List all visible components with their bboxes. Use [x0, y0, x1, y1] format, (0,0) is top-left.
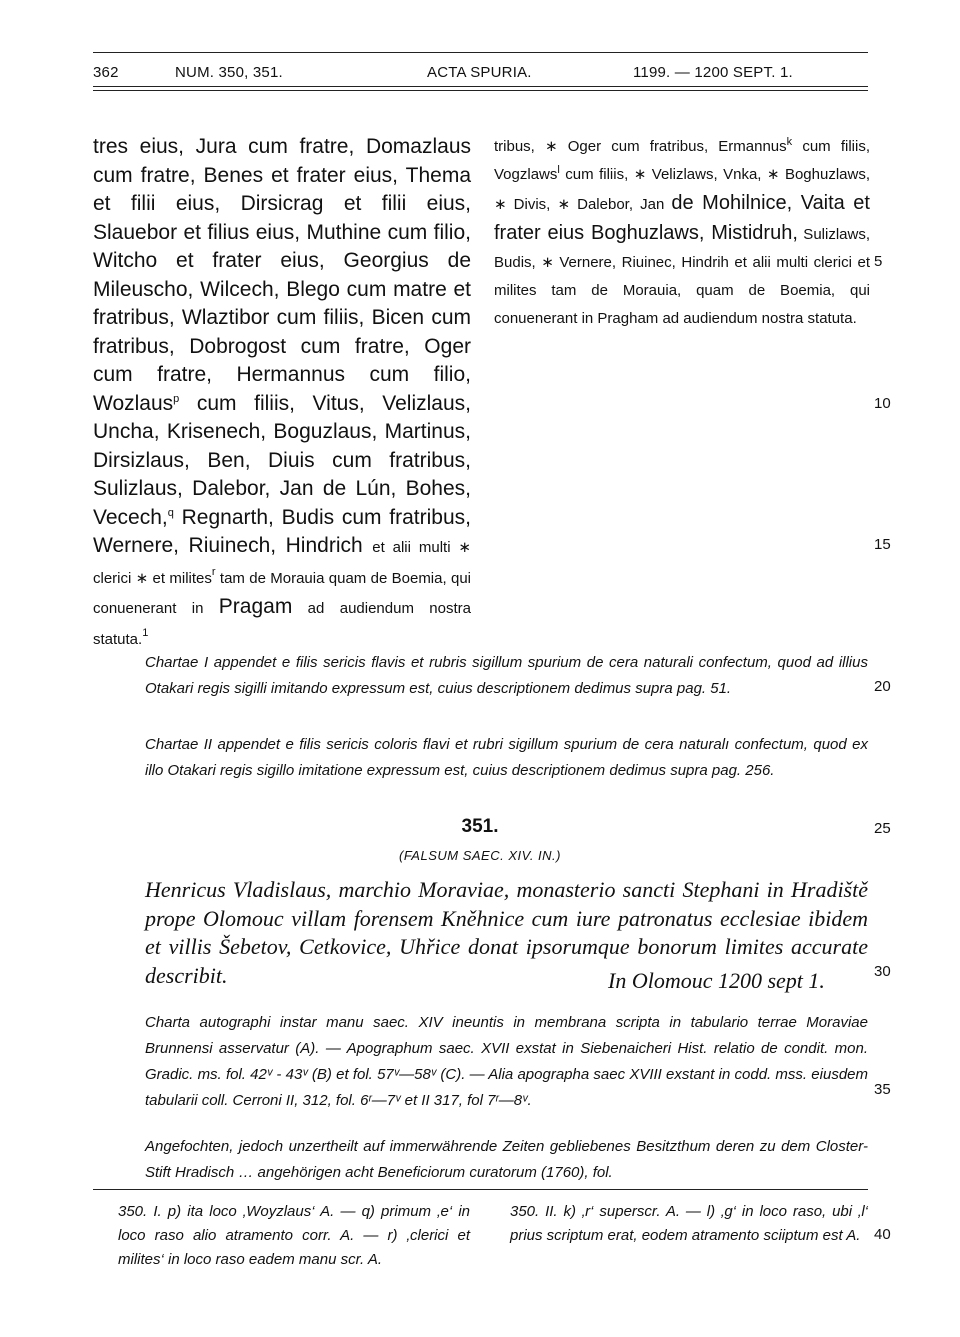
header-dates: 1199. — 1200 SEPT. 1. [633, 64, 793, 81]
right-text-3: cum filiis, ∗ Velizlaws, Vnka, ∗ Boghuzlaws, ∗ Divis, ∗ Dalebor, Jan [494, 166, 870, 213]
left-small-text-3: ad audiendum nostra statuta. [93, 600, 471, 648]
left-small-text: et alii multi ∗ clerici ∗ et milites [93, 539, 471, 587]
footnote-mark-l: l [557, 164, 560, 176]
footnote-left: 350. I. p) ita loco ‚Woyzlaus‘ A. — q) primum ‚e‘ in loco raso alio atramento corr. A. — r) ‚clerici et milites‘ in loco raso eadem manu scr. A. [118, 1203, 470, 1268]
document-dating: (FALSUM SAEC. XIV. IN.) [399, 848, 561, 863]
footnote-mark-1: 1 [142, 626, 149, 639]
tradition-note-1: Charta autographi instar manu saec. XIV ineuntis in membrana scripta in tabulario terrae Moraviae Brunnensi asservatur (A). — Apographum saec. XVII exstat in Siebenaicheri Hist. relatio de condit. mon. Gradic. ms. fol. 42ᵛ - 43ᵛ (B) et fol. 57ᵛ—58ᵛ (C). — Alia apographa saec XVIII exstant in codd. mss. eiusdem tabularii coll. Cerroni II, 312, fol. 6ʳ—7ᵛ et II 317, fol 7ʳ—8ᵛ. [145, 1014, 868, 1109]
right-text-1: tribus, ∗ Oger cum fratribus, Ermannus [494, 138, 787, 155]
running-header [93, 60, 868, 86]
line-number: 5 [874, 253, 883, 270]
footnote-right: 350. II. k) ‚r‘ superscr. A. — l) ‚g‘ in loco raso, ubi ‚l‘ prius scriptum erat, eodem atramento sciiptum est A. [510, 1203, 868, 1244]
place-and-date: In Olomouc 1200 sept 1. [608, 968, 825, 993]
right-text-2: cum filiis, Vogzlaws [494, 138, 870, 183]
footnote-mark-q: q [167, 506, 174, 519]
footnote-mark-k: k [786, 136, 793, 148]
header-section: ACTA SPURIA. [427, 64, 532, 81]
seal-note-1: Chartae I appendet e filis sericis flavis et rubris sigillum spurium de cera naturali confectum, quod ad illius Otakari regis sigilli imitando expressum est, cuius descriptionem dedimus supra pag. 51. [145, 654, 868, 697]
right-text-column [494, 133, 870, 333]
header-double-rule [93, 90, 868, 91]
page-number: 362 [93, 64, 119, 81]
footnote-rule [93, 1189, 868, 1190]
left-text-2: cum filiis, Vitus, Velizlaus, Uncha, Krisenech, Boguzlaus, Martinus, Dirsizlaus, Ben, Diuis cum fratribus, Sulizlaus, Dalebor, Jan de Lún, Bohes, Vecech, [93, 391, 471, 529]
line-number: 25 [874, 820, 891, 837]
header-top-rule [93, 52, 868, 53]
line-number: 30 [874, 963, 891, 980]
header-bottom-rule [93, 86, 868, 87]
seal-note-2: Chartae II appendet e filis sericis coloris flavi et rubri sigillum spurium de cera naturalı confectum, quod ex illo Otakari regis sigillo imitatione expressum est, cuius descriptionem dedimus supra pag. 256. [145, 736, 868, 779]
right-text-4: Sulizlaws, Budis, ∗ Vernere, Riuinec, Hindrih et alii multi clerici et milites tam de Morauia, quam de Boemia, qui conuenerant in Pragham ad audiendum nostra statuta. [494, 226, 870, 327]
line-number: 20 [874, 678, 891, 695]
left-small-text-2: tam de Morauia quam de Boemia, qui conuenerant in [93, 569, 471, 617]
footnote-mark-p: p [173, 392, 180, 405]
footnote-mark-r: r [211, 565, 216, 578]
tradition-note-2: Angefochten, jedoch unzertheilt auf immerwährende Zeiten gebliebenes Besitzthum deren zu dem Closter-Stift Hradisch … angehörigen acht Beneficiorum curatorum (1760), fol. [145, 1138, 868, 1181]
left-text-column [93, 133, 471, 654]
right-big-text: de Mohilnice, Vaita et frater eius Boghuzlaws, Mistidruh, [494, 192, 870, 244]
left-text-3: Regnarth, Budis cum fratribus, Wernere, Riuinech, Hindrich [93, 505, 471, 557]
header-numbers: NUM. 350, 351. [175, 64, 283, 81]
pragam-word: Pragam [218, 595, 293, 618]
document-number: 351. [461, 816, 499, 837]
line-number: 40 [874, 1226, 891, 1243]
left-main-text: tres eius, Jura cum fratre, Domazlaus cum fratre, Benes et frater eius, Thema et filii eius, Dirsicrag et filii eius, Slauebor et filius eius, Muthine cum filio, Witcho et frater eius, Georgius de Mileuscho, Wilcech, Blego cum matre et fratribus, Wlaztibor cum filiis, Bicen cum fratribus, Dobrogost cum fratre, Oger cum fratre, Hermannus cum filio, Wozlaus [93, 135, 471, 415]
line-number: 15 [874, 536, 891, 553]
document-regest: Henricus Vladislaus, marchio Moraviae, monasterio sancti Stephani in Hradiště prope Olomouc villam forensem Kněhnice cum iure patronatus ecclesiae ibidem et villis Šebetov, Cetkovice, Uhřice donat ipsorumque bonorum limites accurate describit. [145, 877, 868, 988]
line-number: 35 [874, 1081, 891, 1098]
line-number: 10 [874, 395, 891, 412]
